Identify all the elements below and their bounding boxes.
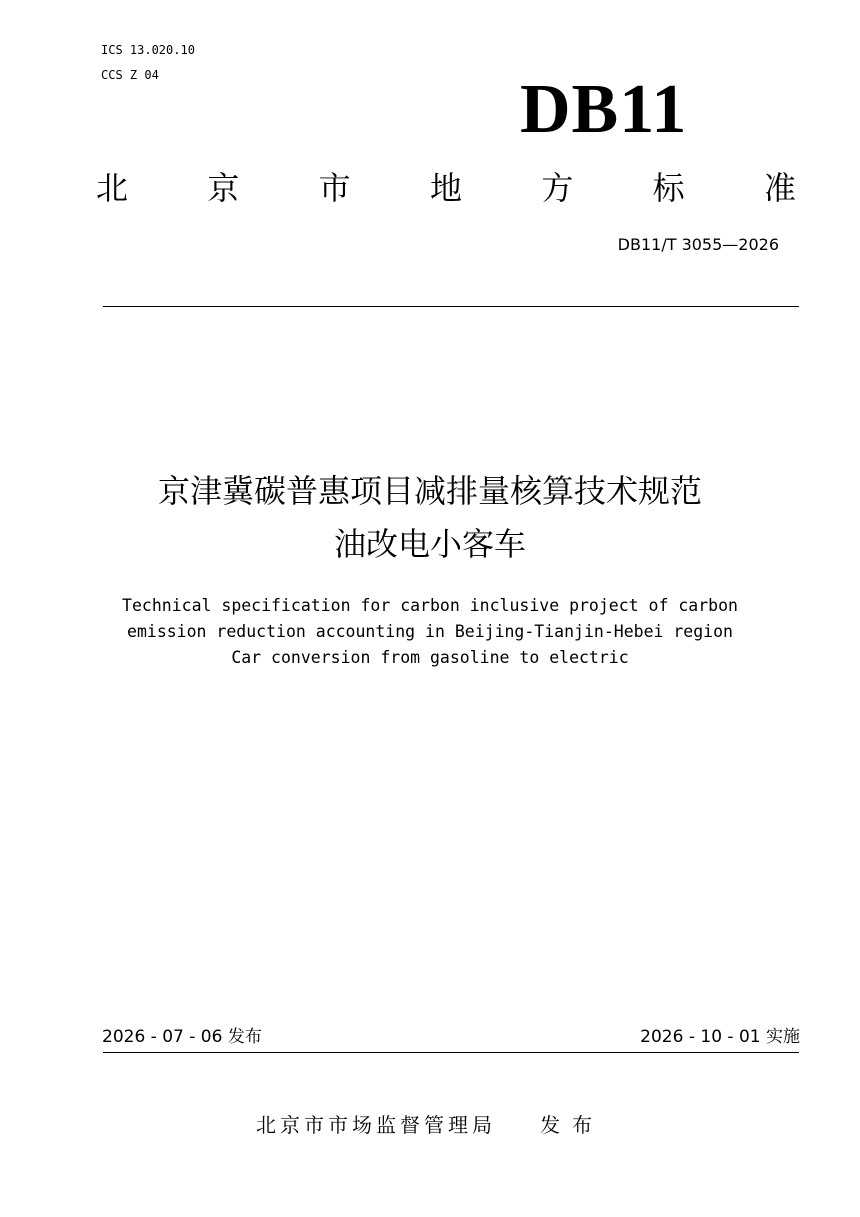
title-zh-line1: 京津冀碳普惠项目减排量核算技术规范	[157, 472, 702, 510]
ccs-code: CCS Z 04	[101, 68, 159, 82]
top-divider	[103, 306, 799, 307]
issuer-name: 北京市市场监督管理局	[256, 1113, 496, 1137]
standard-type-char: 准	[763, 169, 796, 207]
title-zh-line2: 油改电小客车	[333, 525, 526, 563]
title-en-line1: Technical specification for carbon inclusive project of carbon	[122, 596, 738, 615]
standard-type-char: 地	[429, 169, 462, 207]
title-en-line3: Car conversion from gasoline to electric	[231, 648, 629, 667]
ics-code: ICS 13.020.10	[101, 43, 195, 57]
title-en-line2: emission reduction accounting in Beijing-Tianjin-Hebei region	[127, 622, 733, 641]
issuer-line	[0, 1112, 860, 1138]
bottom-divider	[103, 1052, 799, 1053]
standard-type-char: 市	[318, 169, 351, 207]
standard-type-char: 京	[207, 169, 240, 207]
implement-date: 2026 - 10 - 01 实施	[640, 1027, 800, 1047]
standard-type-char: 北	[96, 169, 129, 207]
standard-number: DB11/T 3055—2026	[617, 235, 779, 254]
issue-date: 2026 - 07 - 06 发布	[102, 1027, 262, 1047]
standard-type-heading	[96, 168, 796, 208]
standard-type-char: 方	[541, 169, 574, 207]
issue-word: 发布	[540, 1113, 604, 1137]
standard-type-char: 标	[652, 169, 685, 207]
db11-logo: DB11	[520, 71, 688, 148]
